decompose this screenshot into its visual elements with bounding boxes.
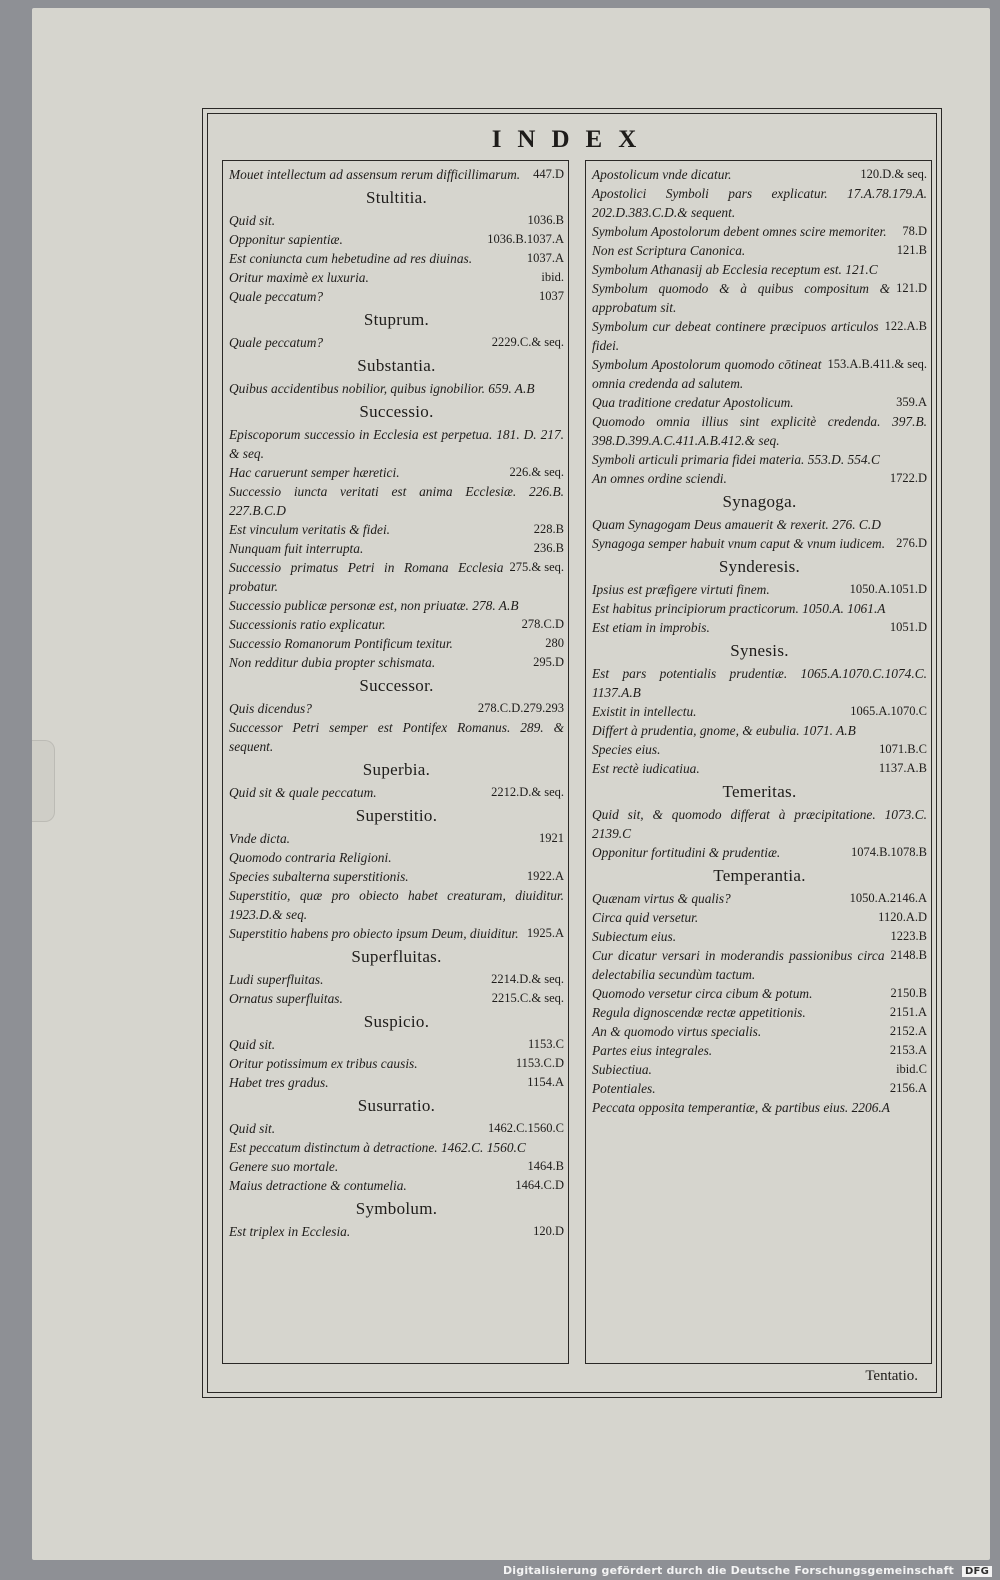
entry-text: Non est Scriptura Canonica. — [592, 243, 746, 258]
index-entry — [229, 379, 564, 398]
page-reference: 1925.A — [526, 926, 564, 940]
index-entry — [229, 249, 564, 268]
page-reference: 1722.D — [889, 471, 927, 485]
page-reference: 1074.B.1078.B — [850, 845, 927, 859]
index-entry — [229, 886, 564, 924]
entry-text: Quid sit. — [229, 213, 276, 228]
page-reference: 153.A.B.411.& seq. — [827, 357, 927, 371]
index-heading: Synderesis. — [718, 557, 801, 576]
index-heading: Superbia. — [362, 760, 431, 779]
index-heading: Temperantia. — [713, 866, 806, 885]
entry-text: Est triplex in Ecclesia. — [229, 1224, 351, 1239]
entry-text: Peccata opposita temperantiæ, & partibus eius. 2206.A — [592, 1100, 890, 1115]
page-reference: 2151.A — [889, 1005, 927, 1019]
entry-text: Est vinculum veritatis & fidei. — [229, 522, 391, 537]
index-entry — [592, 534, 927, 553]
index-entry — [592, 355, 927, 393]
index-entry — [229, 482, 564, 520]
entry-text: Est etiam in improbis. — [592, 620, 710, 635]
entry-text: Symbolum Athanasij ab Ecclesia receptum est. 121.C — [592, 262, 878, 277]
index-entry — [229, 1222, 564, 1241]
index-entry — [592, 702, 927, 721]
index-entry — [592, 260, 927, 279]
page-reference: 1154.A — [527, 1075, 564, 1089]
page-reference: 359.A — [896, 395, 927, 409]
index-entry — [229, 230, 564, 249]
index-entry — [592, 664, 927, 702]
entry-text: Quid sit. — [229, 1121, 276, 1136]
index-entry — [592, 450, 927, 469]
entry-text: An & quomodo virtus specialis. — [592, 1024, 762, 1039]
page-reference: ibid.C — [896, 1062, 927, 1076]
page-reference: 236.B — [533, 541, 564, 555]
entry-text: Partes eius integrales. — [592, 1043, 713, 1058]
entry-text: Opponitur sapientiæ. — [229, 232, 343, 247]
index-entry — [592, 889, 927, 908]
index-entry — [229, 848, 564, 867]
entry-text: Superstitio habens pro obiecto ipsum Deum, diuiditur. — [229, 926, 519, 941]
index-entry — [592, 222, 927, 241]
page-reference: ibid. — [541, 270, 564, 284]
page-reference: 2214.D.& seq. — [491, 972, 564, 986]
entry-text: Quale peccatum? — [229, 289, 324, 304]
page-reference: 275.& seq. — [509, 560, 564, 574]
index-heading: Temeritas. — [722, 782, 797, 801]
entry-text: Differt à prudentia, gnome, & eubulia. 1071. A.B — [592, 723, 856, 738]
index-entry — [592, 412, 927, 450]
entry-text: Opponitur fortitudini & prudentiæ. — [592, 845, 781, 860]
page-reference: 1065.A.1070.C — [850, 704, 927, 718]
index-entry — [229, 425, 564, 463]
entry-text: Hac caruerunt semper hæretici. — [229, 465, 400, 480]
entry-text: Symboli articuli primaria fidei materia. 553.D. 554.C — [592, 452, 880, 467]
index-entry — [592, 393, 927, 412]
page-clip — [32, 740, 55, 822]
index-entry — [229, 211, 564, 230]
page-reference: 226.& seq. — [509, 465, 564, 479]
index-entry — [592, 1098, 927, 1117]
page-reference: 2153.A — [889, 1043, 927, 1057]
entry-text: Est habitus principiorum practicorum. 1050.A. 1061.A — [592, 601, 886, 616]
index-entry — [229, 829, 564, 848]
index-entry — [229, 699, 564, 718]
page-reference: 122.A.B — [884, 319, 927, 333]
page-reference: 1153.C — [528, 1037, 564, 1051]
index-entry — [592, 908, 927, 927]
index-entry — [592, 1060, 927, 1079]
index-heading: Synagoga. — [722, 492, 797, 511]
page-reference: 280 — [545, 636, 564, 650]
entry-text: Oritur maximè ex luxuria. — [229, 270, 369, 285]
page-reference: 2152.A — [889, 1024, 927, 1038]
index-entry — [229, 615, 564, 634]
entry-text: Successio Romanorum Pontificum texitur. — [229, 636, 453, 651]
index-entry — [592, 740, 927, 759]
page-reference: 1922.A — [526, 869, 564, 883]
page-reference: 1050.A.2146.A — [849, 891, 927, 905]
entry-text: Nunquam fuit interrupta. — [229, 541, 364, 556]
entry-text: Apostolicum vnde dicatur. — [592, 167, 732, 182]
index-entry — [592, 515, 927, 534]
page-reference: 1037.A — [526, 251, 564, 265]
page-reference: 2229.C.& seq. — [491, 335, 564, 349]
index-entry — [229, 718, 564, 756]
entry-text: Ipsius est præfigere virtuti finem. — [592, 582, 770, 597]
page-reference: 1036.B — [527, 213, 564, 227]
index-entry — [229, 539, 564, 558]
entry-text: Symbolum Apostolorum debent omnes scire memoriter. — [592, 224, 887, 239]
page-title: INDEX — [491, 126, 653, 153]
page-reference: 1051.D — [889, 620, 927, 634]
index-entry — [229, 989, 564, 1008]
index-entry — [592, 241, 927, 260]
page-reference: 1153.C.D — [515, 1056, 564, 1070]
catchword: Tentatio. — [865, 1368, 918, 1384]
index-entry — [229, 867, 564, 886]
page-reference: 2150.B — [890, 986, 927, 1000]
index-entry — [592, 1003, 927, 1022]
page-reference: 1462.C.1560.C — [487, 1121, 564, 1135]
index-entry — [229, 287, 564, 306]
index-column-right — [585, 160, 932, 1364]
index-entry — [229, 1035, 564, 1054]
index-entry — [229, 558, 564, 596]
index-entry — [592, 1022, 927, 1041]
entry-text: Vnde dicta. — [229, 831, 290, 846]
index-entry — [229, 268, 564, 287]
index-heading: Symbolum. — [355, 1199, 438, 1218]
page-reference: 278.C.D — [521, 617, 564, 631]
index-heading: Stultitia. — [365, 188, 428, 207]
entry-text: Episcoporum successio in Ecclesia est perpetua. 181. D. 217. & seq. — [229, 427, 564, 461]
entry-text: Quale peccatum? — [229, 335, 324, 350]
index-column-left — [222, 160, 569, 1364]
page-reference: 120.D.& seq. — [860, 167, 927, 181]
index-heading: Susurratio. — [357, 1096, 436, 1115]
entry-text: Apostolici Symboli pars explicatur. 17.A.78.179.A. 202.D.383.C.D.& sequent. — [592, 186, 927, 220]
index-entry — [229, 596, 564, 615]
index-entry — [229, 1054, 564, 1073]
entry-text: Species subalterna superstitionis. — [229, 869, 409, 884]
index-entry — [592, 618, 927, 637]
index-heading: Stuprum. — [363, 310, 430, 329]
page-reference: 1921 — [539, 831, 564, 845]
page-reference: 78.D — [902, 224, 927, 238]
book-page — [32, 8, 990, 1560]
page-reference: 1464.C.D — [515, 1178, 564, 1192]
index-entry — [229, 783, 564, 802]
entry-text: Quid sit & quale peccatum. — [229, 785, 377, 800]
page-reference: 278.C.D.279.293 — [477, 701, 564, 715]
index-entry — [592, 984, 927, 1003]
entry-text: Subiectum eius. — [592, 929, 677, 944]
page-reference: 1137.A.B — [878, 761, 927, 775]
index-entry — [229, 333, 564, 352]
entry-text: Quibus accidentibus nobilior, quibus ignobilior. 659. A.B — [229, 381, 535, 396]
entry-text: Quomodo omnia illius sint explicitè credenda. 397.B. 398.D.399.A.C.411.A.B.412.& seq. — [592, 414, 927, 448]
index-entry — [592, 1079, 927, 1098]
index-heading: Superstitio. — [355, 806, 438, 825]
index-entry — [229, 924, 564, 943]
index-entry — [592, 805, 927, 843]
index-entry — [592, 721, 927, 740]
page-reference: 2148.B — [890, 948, 927, 962]
index-entry — [229, 520, 564, 539]
index-entry — [592, 279, 927, 317]
entry-text: Maius detractione & contumelia. — [229, 1178, 407, 1193]
index-entry — [592, 1041, 927, 1060]
index-entry — [592, 317, 927, 355]
entry-text: Quid sit, & quomodo differat à præcipitatione. 1073.C. 2139.C — [592, 807, 927, 841]
index-entry — [229, 1176, 564, 1195]
page-reference: 120.D — [533, 1224, 564, 1238]
entry-text: Est peccatum distinctum à detractione. 1462.C. 1560.C — [229, 1140, 526, 1155]
entry-text: Ornatus superfluitas. — [229, 991, 343, 1006]
index-entry — [229, 634, 564, 653]
index-entry — [592, 184, 927, 222]
footer-credit — [503, 1564, 992, 1577]
index-entry — [592, 759, 927, 778]
entry-text: Quis dicendus? — [229, 701, 312, 716]
page-reference: 1223.B — [890, 929, 927, 943]
page-reference: 1036.B.1037.A — [487, 232, 564, 246]
page-reference: 1464.B — [527, 1159, 564, 1173]
index-entry — [592, 580, 927, 599]
page-reference: 2212.D.& seq. — [491, 785, 564, 799]
entry-text: Symbolum cur debeat continere præcipuos articulos fidei. — [592, 319, 879, 353]
index-heading: Successor. — [359, 676, 434, 695]
index-entry — [229, 1138, 564, 1157]
index-frame — [202, 108, 942, 1398]
page-reference: 228.B — [533, 522, 564, 536]
page-reference: 2156.A — [889, 1081, 927, 1095]
entry-text: Qua traditione credatur Apostolicum. — [592, 395, 794, 410]
entry-text: Quomodo contraria Religioni. — [229, 850, 392, 865]
entry-text: Est rectè iudicatiua. — [592, 761, 700, 776]
entry-text: Existit in intellectu. — [592, 704, 697, 719]
index-entry — [229, 653, 564, 672]
entry-text: Potentiales. — [592, 1081, 656, 1096]
index-heading: Superfluitas. — [351, 947, 442, 966]
entry-text: Quænam virtus & qualis? — [592, 891, 731, 906]
entry-text: Regula dignoscendæ rectæ appetitionis. — [592, 1005, 806, 1020]
index-frame-inner — [207, 113, 937, 1393]
entry-text: Successor Petri semper est Pontifex Romanus. 289. & sequent. — [229, 720, 564, 754]
entry-text: Quam Synagogam Deus amauerit & rexerit. 276. C.D — [592, 517, 881, 532]
index-entry — [592, 469, 927, 488]
entry-text: Species eius. — [592, 742, 661, 757]
page-reference: 121.B — [896, 243, 927, 257]
entry-text: Superstitio, quæ pro obiecto habet creaturam, diuiditur. 1923.D.& seq. — [229, 888, 564, 922]
entry-text: Habet tres gradus. — [229, 1075, 329, 1090]
page-reference: 1050.A.1051.D — [849, 582, 927, 596]
entry-text: Successio iuncta veritati est anima Ecclesiæ. 226.B. 227.B.C.D — [229, 484, 564, 518]
entry-text: Subiectiua. — [592, 1062, 652, 1077]
entry-text: Quomodo versetur circa cibum & potum. — [592, 986, 813, 1001]
page-reference: 295.D — [533, 655, 564, 669]
entry-text: Oritur potissimum ex tribus causis. — [229, 1056, 418, 1071]
index-entry — [229, 1073, 564, 1092]
entry-text: Synagoga semper habuit vnum caput & vnum iudicem. — [592, 536, 886, 551]
entry-text: An omnes ordine sciendi. — [592, 471, 727, 486]
entry-text: Circa quid versetur. — [592, 910, 699, 925]
index-entry — [592, 843, 927, 862]
page-reference: 121.D — [896, 281, 927, 295]
page-reference: 276.D — [896, 536, 927, 550]
index-entry — [592, 927, 927, 946]
footer-text: Digitalisierung gefördert durch die Deutsche Forschungsgemeinschaft — [502, 1564, 955, 1577]
entry-text: Est coniuncta cum hebetudine ad res diuinas. — [229, 251, 473, 266]
entry-text: Successionis ratio explicatur. — [229, 617, 386, 632]
entry-text: Quid sit. — [229, 1037, 276, 1052]
index-entry — [592, 599, 927, 618]
page-reference: 1071.B.C — [879, 742, 927, 756]
page-reference: 2215.C.& seq. — [491, 991, 564, 1005]
index-entry — [229, 1119, 564, 1138]
index-entry — [229, 970, 564, 989]
index-entry — [592, 946, 927, 984]
dfg-logo-icon: DFG — [962, 1566, 992, 1577]
entry-text: Successio publicæ personæ est, non priuatæ. 278. A.B — [229, 598, 519, 613]
page-reference: 1037 — [539, 289, 564, 303]
page-reference: 1120.A.D — [878, 910, 927, 924]
index-heading: Substantia. — [357, 356, 436, 375]
index-entry — [592, 165, 927, 184]
index-heading: Suspicio. — [363, 1012, 430, 1031]
entry-text: Ludi superfluitas. — [229, 972, 324, 987]
entry-text: Non redditur dubia propter schismata. — [229, 655, 436, 670]
page-reference: 447.D — [533, 167, 564, 181]
index-entry — [229, 1157, 564, 1176]
index-entry — [229, 165, 564, 184]
index-heading: Successio. — [359, 402, 434, 421]
entry-text: Cur dicatur versari in moderandis passionibus circa delectabilia secundùm tactum. — [592, 948, 885, 982]
entry-text: Successio primatus Petri in Romana Ecclesia probatur. — [229, 560, 504, 594]
entry-text: Mouet intellectum ad assensum rerum difficillimarum. — [229, 167, 521, 182]
entry-text: Symbolum Apostolorum quomodo cōtineat omnia credenda ad salutem. — [592, 357, 822, 391]
entry-text: Symbolum quomodo & à quibus compositum & approbatum sit. — [592, 281, 891, 315]
index-heading: Synesis. — [730, 641, 789, 660]
entry-text: Genere suo mortale. — [229, 1159, 339, 1174]
index-entry — [229, 463, 564, 482]
entry-text: Est pars potentialis prudentiæ. 1065.A.1070.C.1074.C. 1137.A.B — [592, 666, 927, 700]
